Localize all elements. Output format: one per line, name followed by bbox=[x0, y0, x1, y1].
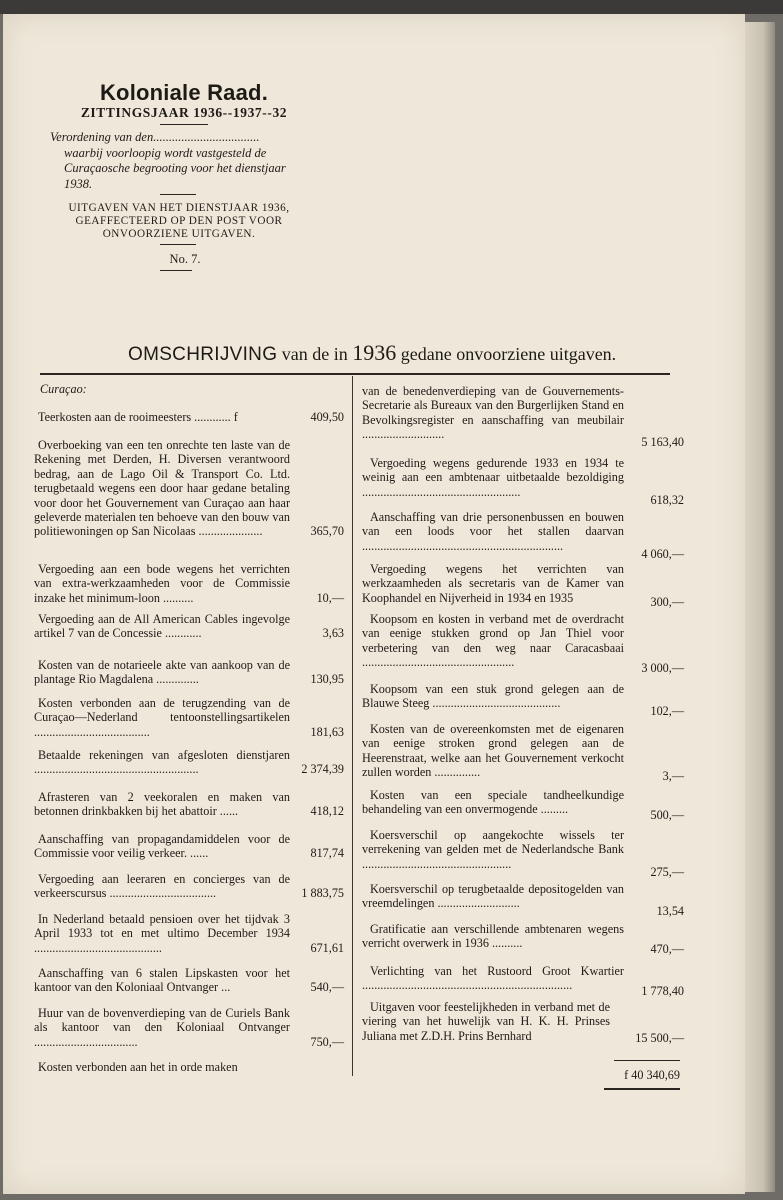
session-year: ZITTINGSJAAR 1936--1937--32 bbox=[80, 105, 288, 120]
expenses-line: UITGAVEN VAN HET DIENSTJAAR 1936, bbox=[68, 202, 290, 214]
entry-amount: 3,— bbox=[662, 769, 684, 784]
list-item bbox=[362, 1000, 684, 1043]
entry-text: Koersverschil op aangekochte wissels ter verrekening van gelden met de Nederlandsche Bank ................................................. bbox=[362, 828, 624, 871]
entry-amount: 470,— bbox=[650, 942, 684, 957]
entry-text: Kosten van de notarieele akte van aankoop van de plantage Rio Magdalena .............. bbox=[34, 658, 290, 687]
title-rule bbox=[160, 124, 208, 125]
entry-amount: 817,74 bbox=[310, 846, 344, 861]
entry-text: Koopsom van een stuk grond gelegen aan de Blauwe Steeg .......................................... bbox=[362, 682, 624, 711]
entry-amount: 13,54 bbox=[656, 904, 684, 919]
list-item bbox=[362, 964, 684, 999]
entry-text: Aanschaffing van drie personenbussen en bouwen van een loods voor het stallen daarvan .................................................................. bbox=[362, 510, 624, 553]
right-column bbox=[362, 384, 684, 1084]
list-item bbox=[34, 912, 344, 955]
entry-amount: 130,95 bbox=[310, 672, 344, 687]
list-item bbox=[362, 456, 684, 507]
expenses-line: ONVOORZIENE UITGAVEN. bbox=[102, 228, 256, 240]
grand-total: f 40 340,69 bbox=[624, 1068, 680, 1082]
list-item bbox=[362, 788, 684, 823]
entry-amount: 540,— bbox=[310, 980, 344, 995]
list-item bbox=[34, 872, 344, 901]
entry-text: Uitgaven voor feestelijkheden in verband met de viering van het huwelijk van H. K. H. Prinses Juliana met Z.D.H. Prins Bernhard bbox=[362, 1000, 610, 1043]
entry-amount: 500,— bbox=[650, 808, 684, 823]
entry-amount: 671,61 bbox=[310, 940, 344, 955]
ordinance-line: waarbij voorloopig wordt vastgesteld de bbox=[64, 145, 267, 160]
list-item bbox=[34, 696, 344, 739]
list-item bbox=[34, 658, 344, 687]
entry-amount: 181,63 bbox=[310, 724, 344, 739]
entry-amount: 1 778,40 bbox=[641, 984, 684, 999]
expenses-rule bbox=[160, 244, 196, 245]
entry-amount: 3 000,— bbox=[641, 661, 684, 676]
list-item bbox=[34, 612, 344, 641]
ordinance-line: Curaçaosche begrooting voor het dienstjaar bbox=[64, 161, 286, 175]
column-divider bbox=[352, 376, 353, 1076]
heading-part: gedane onvoorziene uitgaven. bbox=[400, 344, 617, 364]
entry-text: Kosten verbonden aan de terugzending van de Curaçao—Nederland tentoonstellingsartikelen ...................................... bbox=[34, 696, 290, 739]
scan-top-border bbox=[0, 0, 783, 14]
entry-text: Vergoeding wegens het verrichten van werkzaamheden als secretaris van de Kamer van Koophandel en Nijverheid in 1934 en 1935 bbox=[362, 562, 624, 605]
entry-text: Gratificatie aan verschillende ambtenaren wegens verricht overwerk in 1936 .......... bbox=[362, 922, 624, 951]
entry-text: Vergoeding wegens gedurende 1933 en 1934 te weinig aan een ambtenaar uitbetaalde bezoldiging .................................................... bbox=[362, 456, 624, 499]
entry-text: In Nederland betaald pensioen over het tijdvak 3 April 1933 tot en met ultimo December 1934 .......................................... bbox=[34, 912, 290, 955]
entry-amount: 15 500,— bbox=[635, 1030, 684, 1045]
entry-text: Vergoeding aan de All American Cables ingevolge artikel 7 van de Concessie ............ bbox=[34, 612, 290, 641]
number-rule bbox=[160, 270, 192, 271]
entry-text: Koopsom en kosten in verband met de overdracht van eenige stukken grond op Jan Thiel voor verbetering van den weg naar Caracasbaai .................................................. bbox=[362, 612, 624, 670]
list-item bbox=[362, 612, 684, 676]
expenses-title bbox=[48, 202, 310, 241]
section-label bbox=[34, 382, 344, 396]
list-item bbox=[362, 682, 684, 719]
list-item bbox=[34, 410, 344, 424]
total-double-rule bbox=[604, 1088, 680, 1090]
entry-text: Vergoeding aan een bode wegens het verrichten van extra-werkzaamheden voor de Commissie inzake het minimum-loon .......... bbox=[34, 562, 290, 605]
list-item bbox=[34, 790, 344, 819]
heading-main: OMSCHRIJVING bbox=[128, 344, 278, 365]
entry-text: Overboeking van een ten onrechte ten laste van de Rekening met Derden, H. Diversen verantwoord bedrag, aan de Lago Oil & Transport Co. Ltd. terugbetaald wegens een door haar gedane betaling voor door het Gouvernement van Curaçao aan haar geleverde materialen ten behoeve van den bouw van politiewoningen op San Nicolaas ..................... bbox=[34, 438, 290, 539]
list-item bbox=[362, 828, 684, 879]
entry-amount: 5 163,40 bbox=[641, 435, 684, 450]
entry-text: Kosten van een speciale tandheelkundige behandeling van een onvermogende ......... bbox=[362, 788, 624, 817]
list-item bbox=[34, 1006, 344, 1049]
entry-text: Kosten verbonden aan het in orde maken bbox=[38, 1060, 238, 1074]
entry-amount: 4 060,— bbox=[641, 546, 684, 561]
list-item bbox=[34, 966, 344, 995]
entry-text: Verlichting van het Rustoord Groot Kwartier ..................................................................... bbox=[362, 964, 624, 993]
document-number: No. 7. bbox=[169, 252, 201, 266]
ordinance-rule bbox=[160, 194, 196, 195]
total-rule bbox=[614, 1060, 680, 1061]
page-edge bbox=[745, 22, 775, 1192]
entry-amount: 300,— bbox=[650, 594, 684, 609]
entry-amount: 275,— bbox=[650, 864, 684, 879]
entry-text: Afrasteren van 2 veekoralen en maken van betonnen drinkbakken bij het abattoir ...... bbox=[34, 790, 290, 819]
list-item bbox=[34, 438, 344, 539]
expenses-line: GEAFFECTEERD OP DEN POST VOOR bbox=[75, 215, 283, 227]
entry-amount: 3,63 bbox=[322, 626, 344, 641]
entry-text: Teerkosten aan de rooimeesters ............ f bbox=[38, 410, 238, 424]
entry-amount: 1 883,75 bbox=[301, 886, 344, 901]
section-heading bbox=[128, 340, 618, 366]
section-name: Curaçao: bbox=[40, 382, 87, 396]
list-item bbox=[362, 384, 684, 450]
ordinance-line: Verordening van den.................................. bbox=[50, 130, 260, 144]
list-item bbox=[362, 562, 684, 609]
list-item bbox=[362, 882, 684, 919]
left-column bbox=[34, 380, 346, 1080]
entry-amount: 409,50 bbox=[310, 410, 344, 424]
entry-text: Kosten van de overeenkomsten met de eigenaren van eenige stroken grond gelegen aan de Heerenstraat, welke aan het Gouvernement verkocht zullen worden ............... bbox=[362, 722, 624, 780]
list-item bbox=[362, 510, 684, 561]
ordinance-text bbox=[50, 130, 308, 192]
entry-amount: 102,— bbox=[650, 704, 684, 719]
list-item bbox=[34, 1060, 344, 1074]
entry-text: Betaalde rekeningen van afgesloten dienstjaren ...................................................... bbox=[34, 748, 290, 777]
list-item bbox=[34, 748, 344, 777]
heading-rule bbox=[40, 373, 670, 375]
entry-amount: 10,— bbox=[316, 590, 344, 605]
entry-text: Vergoeding aan leeraren en concierges van de verkeerscursus ................................... bbox=[34, 872, 290, 901]
entry-text: Aanschaffing van propagandamiddelen voor de Commissie voor veilig verkeer. ...... bbox=[34, 832, 290, 861]
list-item bbox=[34, 562, 344, 605]
list-item bbox=[34, 832, 344, 861]
entry-text: Aanschaffing van 6 stalen Lipskasten voor het kantoor van den Koloniaal Ontvanger ... bbox=[34, 966, 290, 995]
entry-amount: 618,32 bbox=[650, 492, 684, 507]
entry-text: Huur van de bovenverdieping van de Curiels Bank als kantoor van den Koloniaal Ontvanger .................................. bbox=[34, 1006, 290, 1049]
entry-amount: 2 374,39 bbox=[301, 762, 344, 777]
list-item bbox=[362, 922, 684, 957]
entry-amount: 365,70 bbox=[310, 524, 344, 539]
entry-amount: 418,12 bbox=[310, 804, 344, 819]
document-title: Koloniale Raad. bbox=[99, 80, 269, 105]
heading-part: van de in bbox=[281, 344, 348, 364]
ordinance-line: 1938. bbox=[64, 176, 93, 191]
entry-text: van de benedenverdieping van de Gouvernements-Secretarie als Bureaux van den Burgerlijken Stand en Bevolkingsregister en aanschaffing van meubilair ........................... bbox=[362, 384, 624, 442]
heading-year: 1936 bbox=[352, 340, 397, 365]
entry-amount: 750,— bbox=[310, 1034, 344, 1049]
list-item bbox=[362, 722, 684, 784]
entry-text: Koersverschil op terugbetaalde depositogelden van vreemdelingen ........................... bbox=[362, 882, 624, 911]
